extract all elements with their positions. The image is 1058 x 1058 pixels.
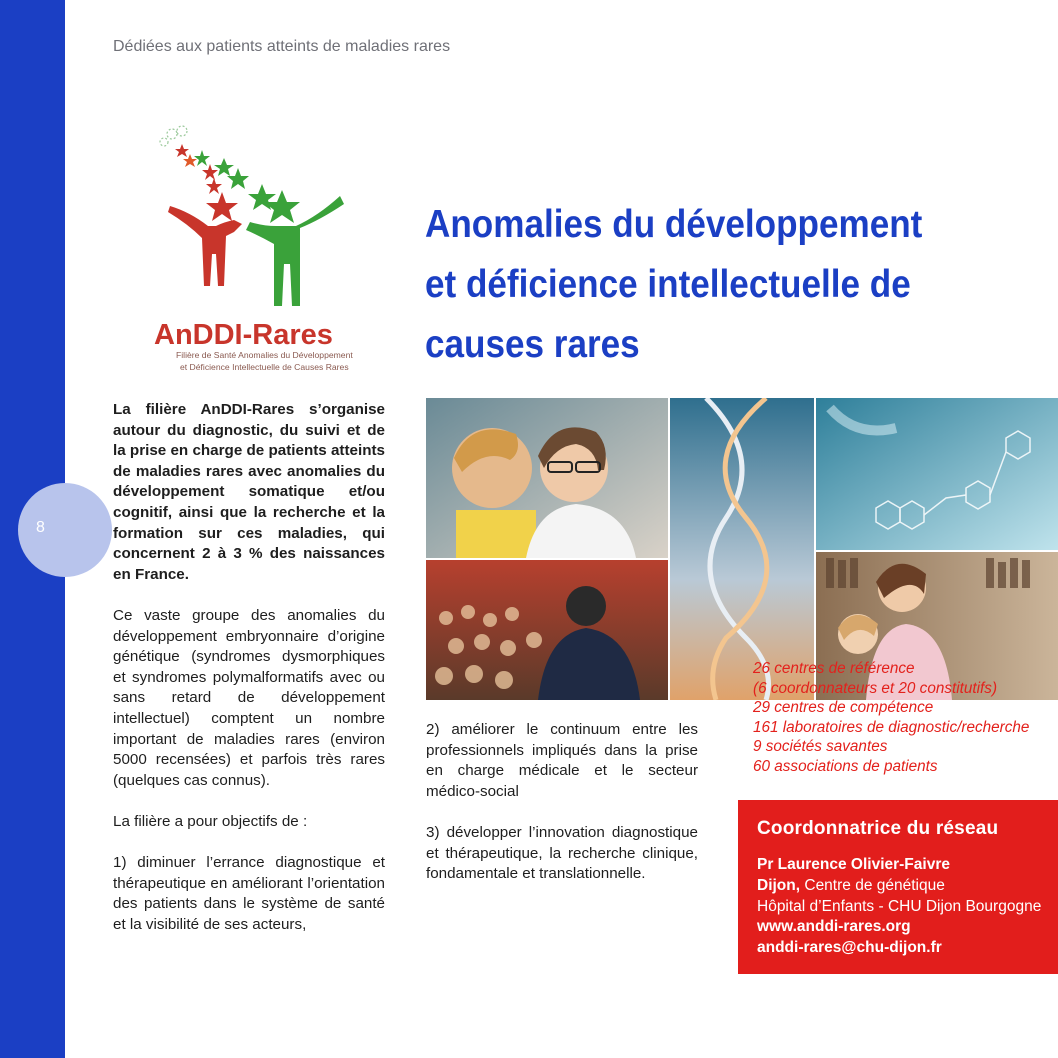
page-number-tab [18,483,112,577]
body-paragraph-2: Ce vaste groupe des anomalies du développement embryonnaire d’origine génétique (syndromes dysmorphiques et syndromes polymalformatifs avec ou sans retard de développement intellectuel) comptent un nombre important de maladies rares (environ 5000 recensées) et parfois très rares (quelques cas connus). [113,606,385,789]
text-column-left [113,400,385,935]
coordination-box [738,800,1058,974]
title-line-2: et déficience intellectuelle de [425,263,911,306]
stat-line: 60 associations de patients [753,757,938,775]
stat-line: (6 coordonnateurs et 20 constitutifs) [753,679,998,697]
coordinator-location [757,876,1041,897]
title-line-1: Anomalies du développement [425,203,923,246]
logo-subtitle-line1: Filière de Santé Anomalies du Développement [176,350,353,360]
anddi-rares-logo [150,120,370,380]
network-stats [753,659,1029,777]
page-number: 8 [36,519,45,536]
stars-icon [175,144,276,210]
stat-line: 9 sociétés savantes [753,738,888,756]
objective-2: 2) améliorer le continuum entre les professionnels impliqués dans la prise en charge médicale et le secteur médico-social [426,721,698,800]
coordinator-hospital: Hôpital d’Enfants - CHU Dijon Bourgogne [757,897,1042,915]
logo-subtitle-line2: et Déficience Intellectuelle de Causes Rares [180,362,349,372]
coordinator-name: Pr Laurence Olivier-Faivre [757,856,950,873]
coordinator-center: Centre de génétique [800,876,945,894]
website-link[interactable]: www.anddi-rares.org [757,918,911,936]
coordinator-city: Dijon, [757,876,801,894]
stat-line: 29 centres de compétence [753,699,934,717]
coordination-details [757,855,1041,959]
intro-paragraph: La filière AnDDI-Rares s’organise autour du diagnostic, du suivi et de la prise en charge de patients atteints de maladies rares avec anomalies du développement somatique et/ou cognitif, ainsi que la recherche et la formation sur ces maladies, qui concernent 2 à 3 % des naissances en France. [113,401,385,583]
green-figure-icon [246,190,344,306]
running-header: Dédiées aux patients atteints de maladies rares [113,38,451,55]
photo-collage [426,398,1058,700]
logo-name: AnDDI-Rares [154,319,333,351]
objectives-lead: La filière a pour objectifs de : [113,812,308,830]
text-column-middle [426,720,698,885]
stat-line: 161 laboratoires de diagnostic/recherche [753,718,1030,736]
objective-3: 3) développer l’innovation diagnostique et thérapeutique, la recherche clinique, fondamentale et translationnelle. [426,823,698,883]
coordination-title: Coordonnatrice du réseau [757,818,999,839]
email-link[interactable]: anddi-rares@chu-dijon.fr [757,939,942,957]
objective-1: 1) diminuer l’errance diagnostique et thérapeutique en améliorant l’orientation des patients dans le système de santé et la visibilité de ses acteurs, [113,854,385,933]
title-line-3: causes rares [425,323,640,366]
page-title [425,195,983,375]
red-figure-icon [168,192,242,286]
photo-dna-helix [670,398,814,700]
stat-line: 26 centres de référence [753,660,915,677]
star-trail-icon [160,126,187,146]
